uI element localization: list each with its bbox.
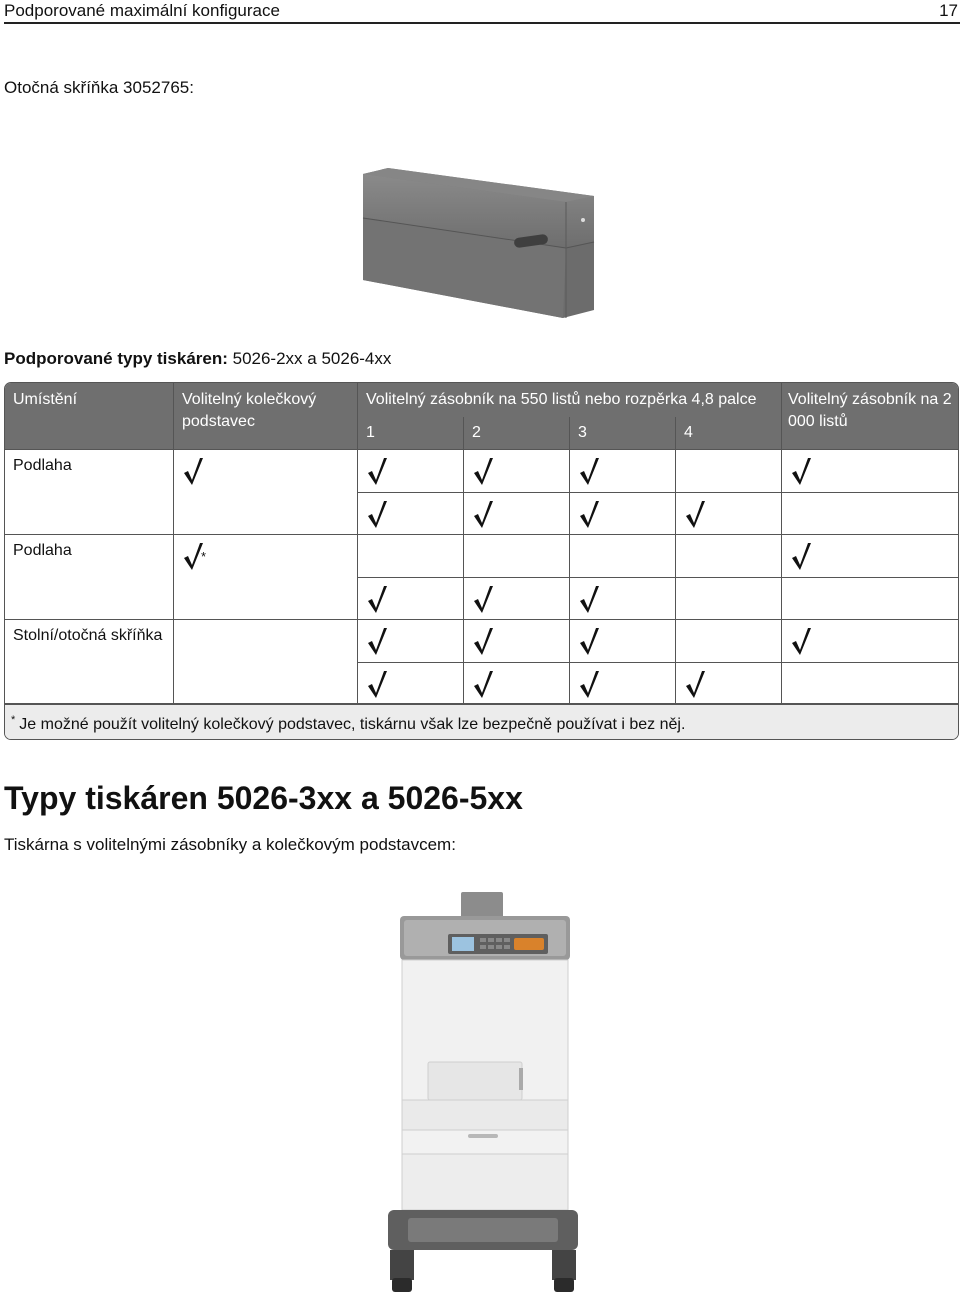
check-icon [182,456,204,486]
table-cell [782,620,959,663]
table-cell [570,578,676,620]
table-cell [464,450,570,493]
table-cell [570,620,676,663]
check-icon [684,499,706,529]
table-cell [676,450,782,493]
table-cell [5,535,174,620]
check-icon [472,499,494,529]
table-cell [464,663,570,704]
header-tray-1: 1 [358,417,464,450]
header-caster: Volitelný kolečkový podstavec [174,383,358,450]
header-tray2000: Volitelný zásobník na 2 000 listů [782,383,959,450]
intro-text: Otočná skříňka 3052765: [4,78,194,97]
check-icon [790,541,812,571]
check-icon [790,456,812,486]
check-icon [472,584,494,614]
header-placement: Umístění [5,383,174,450]
table-cell [676,535,782,578]
check-icon [366,669,388,699]
table-cell [782,493,959,535]
header-title: Podporované maximální konfigurace [4,1,280,20]
table-cell [358,493,464,535]
table-cell [676,663,782,704]
page-number: 17 [939,1,958,20]
table-cell [464,578,570,620]
check-icon [578,669,600,699]
check-icon [472,456,494,486]
table-cell [358,535,464,578]
table-cell [676,578,782,620]
section-heading: Typy tiskáren 5026-3xx a 5026-5xx [4,780,523,816]
table-cell [174,620,358,704]
check-icon [578,456,600,486]
table-cell [358,578,464,620]
table-cell [676,620,782,663]
table-cell [464,535,570,578]
footnote-star: * [201,549,207,564]
page-header [4,0,960,24]
header-tray550: Volitelný zásobník na 550 listů nebo rozpěrka 4,8 palce [358,383,782,417]
header-tray-4: 4 [676,417,782,450]
table-cell [782,663,959,704]
check-icon [472,626,494,656]
footnote-mark: * [11,714,16,726]
check-icon [790,626,812,656]
check-icon [366,456,388,486]
table-cell [782,450,959,493]
swivel-cabinet-image [358,160,598,320]
table-cell [174,535,358,620]
table-footnote [5,704,959,740]
row-placement-label: Podlaha [13,457,72,474]
table-cell [676,493,782,535]
check-icon [578,626,600,656]
footnote-text: Je možné použít volitelný kolečkový podstavec, tiskárnu však lze bezpečně používat i bez něj. [19,716,686,733]
table-cell [464,493,570,535]
header-tray-2: 2 [464,417,570,450]
table-cell [782,535,959,578]
check-icon [578,499,600,529]
row-placement-label: Podlaha [13,542,72,559]
check-icon [366,626,388,656]
header-tray-3: 3 [570,417,676,450]
check-icon [366,584,388,614]
printer-image [378,886,588,1298]
section-description: Tiskárna s volitelnými zásobníky a kolečkovým podstavcem: [4,835,456,854]
table-cell [5,620,174,704]
table-cell [358,620,464,663]
table-cell [358,663,464,704]
table-cell [570,493,676,535]
row-placement-label: Stolní/otočná skříňka [13,627,163,644]
supported-types-value: 5026-2xx a 5026-4xx [227,349,392,368]
check-icon [578,584,600,614]
table-cell [782,578,959,620]
table-cell [570,450,676,493]
configuration-table [4,382,959,740]
check-icon [684,669,706,699]
table-cell [570,535,676,578]
supported-types [4,349,391,369]
table-cell [5,450,174,535]
table-cell [174,450,358,535]
supported-types-label: Podporované typy tiskáren: [4,349,228,368]
table-cell [358,450,464,493]
check-icon [366,499,388,529]
check-icon [472,669,494,699]
table-cell [464,620,570,663]
table-cell [570,663,676,704]
